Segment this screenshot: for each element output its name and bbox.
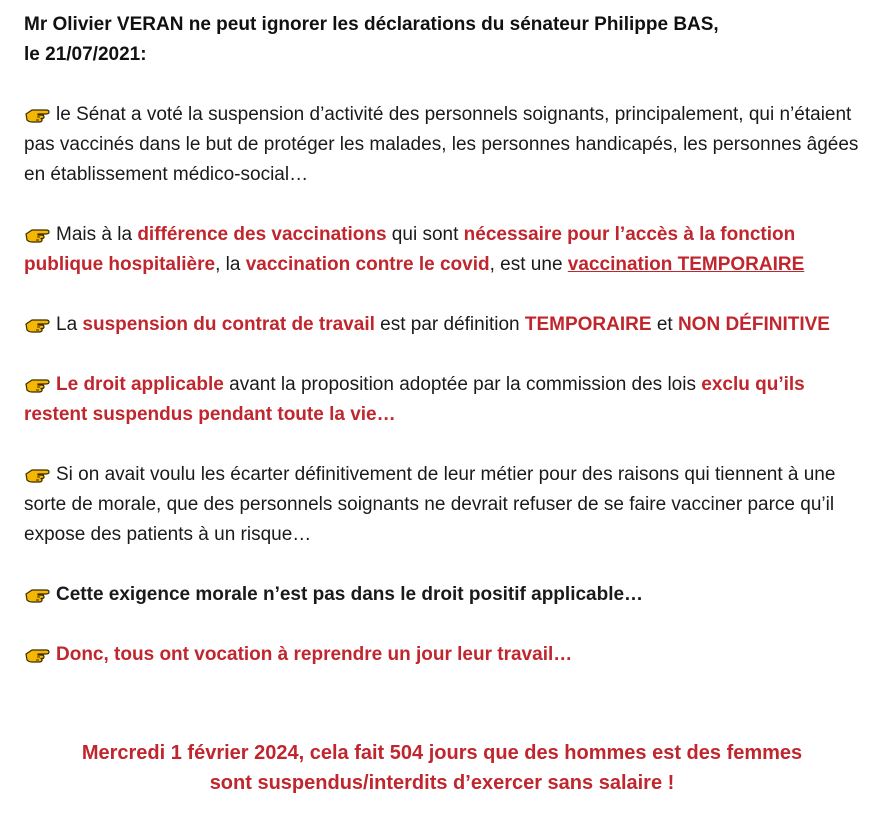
pointing-hand-icon — [24, 645, 54, 663]
highlight-segment: Le droit applicable — [56, 374, 224, 395]
paragraph-vaccination-difference — [24, 220, 864, 280]
pointing-hand-icon — [24, 465, 54, 483]
closing-statement — [0, 738, 884, 798]
paragraph-moral-requirement — [24, 580, 864, 610]
closing-line-2: sont suspendus/interdits d’exercer sans salaire ! — [209, 772, 675, 794]
document-header — [24, 10, 864, 70]
paragraph-contract-suspension — [24, 310, 864, 340]
paragraph-applicable-law — [24, 370, 864, 430]
paragraph-text: Cette exigence morale n’est pas dans le droit positif applicable… — [56, 584, 644, 605]
highlight-segment: exclu qu’ils restent suspendus pendant toute la vie… — [24, 374, 805, 425]
paragraph-moral-exclusion — [24, 460, 864, 550]
closing-line-1: Mercredi 1 février 2024, cela fait 504 jours que des hommes est des femmes — [81, 742, 803, 764]
document — [24, 10, 864, 670]
header-line-1: Mr Olivier VERAN ne peut ignorer les déclarations du sénateur Philippe BAS, — [24, 14, 719, 35]
text-segment: qui sont — [386, 224, 464, 245]
paragraph-text: Si on avait voulu les écarter définitivement de leur métier pour des raisons qui tiennent à une sorte de morale, que des personnels soignants ne devrait refuser de se faire vacciner parce qu’il expose des patients à un risque… — [24, 464, 836, 545]
pointing-hand-icon — [24, 375, 54, 393]
text-segment: , est une — [489, 254, 568, 275]
highlight-segment: vaccination contre le covid — [245, 254, 490, 275]
paragraph-text: le Sénat a voté la suspension d’activité des personnels soignants, principalement, qui n’étaient pas vaccinés dans le but de protéger les malades, les personnes handicapés, les personnes âgées en établissement médico-social… — [24, 104, 859, 185]
highlight-underlined-segment: vaccination TEMPORAIRE — [567, 254, 805, 275]
pointing-hand-icon — [24, 585, 54, 603]
paragraph-return-to-work — [24, 640, 864, 670]
paragraph-text: Donc, tous ont vocation à reprendre un jour leur travail… — [56, 644, 573, 665]
highlight-segment: TEMPORAIRE — [524, 314, 652, 335]
highlight-segment: suspension du contrat de travail — [82, 314, 375, 335]
text-segment: est par définition — [374, 314, 525, 335]
highlight-segment: nécessaire pour l’accès à la fonction publique hospitalière — [24, 224, 796, 275]
paragraph-senate-vote — [24, 100, 864, 190]
highlight-segment: différence des vaccinations — [137, 224, 387, 245]
pointing-hand-icon — [24, 225, 54, 243]
header-line-2: le 21/07/2021: — [24, 44, 147, 65]
pointing-hand-icon — [24, 315, 54, 333]
pointing-hand-icon — [24, 105, 54, 123]
text-segment: et — [651, 314, 678, 335]
text-segment: La — [56, 314, 83, 335]
text-segment: , la — [215, 254, 246, 275]
text-segment: Mais à la — [56, 224, 138, 245]
highlight-segment: NON DÉFINITIVE — [677, 314, 830, 335]
text-segment: avant la proposition adoptée par la commission des lois — [223, 374, 702, 395]
